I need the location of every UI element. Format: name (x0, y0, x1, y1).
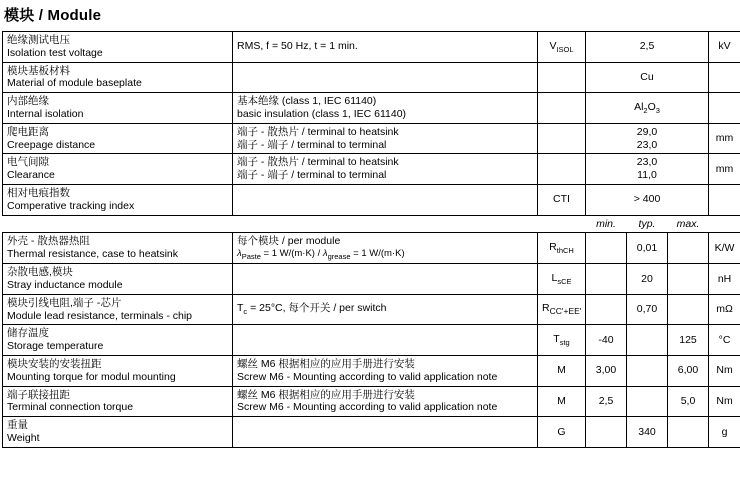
row-min (586, 417, 627, 448)
row-unit: °C (709, 325, 740, 356)
row-symbol (538, 154, 586, 185)
row-label: 模块引线电阻,端子 -芯片 Module lead resistance, terminals - chip (3, 294, 233, 325)
row-label: 爬电距离 Creepage distance (3, 123, 233, 154)
row-typ (627, 325, 668, 356)
row-condition (233, 417, 538, 448)
row-label: 外壳 - 散热器热阻 Thermal resistance, case to heatsink (3, 233, 233, 264)
row-typ: 29,0 23,0 (586, 123, 709, 154)
row-typ: 20 (627, 264, 668, 295)
row-unit (709, 62, 740, 93)
row-unit: mm (709, 154, 740, 185)
row-label: 内部绝缘 Internal isolation (3, 93, 233, 124)
row-symbol (538, 62, 586, 93)
row-symbol (538, 123, 586, 154)
row-min: 3,00 (586, 355, 627, 386)
spacer (538, 215, 586, 233)
row-symbol: $V_{ISOL}$ (538, 32, 586, 63)
table-row (3, 325, 740, 356)
row-symbol: $R_{CC'+EE'}$ (538, 294, 586, 325)
row-label: 杂散电感,模块 Stray inductance module (3, 264, 233, 295)
row-condition-tc: $T_c = 25^\circ C$, 每个开关 / per switch (237, 302, 387, 317)
row-typ (627, 355, 668, 386)
table-row (3, 184, 740, 215)
header-max: max. (676, 217, 700, 230)
row-label: 绝缘测试电压 Isolation test voltage (3, 32, 233, 63)
column-header-row (3, 215, 740, 233)
row-condition: 基本绝缘 (class 1, IEC 61140) basic insulation (class 1, IEC 61140) (233, 93, 538, 124)
row-condition (233, 294, 538, 325)
row-symbol: M (538, 386, 586, 417)
row-unit: K/W (709, 233, 740, 264)
row-typ: 0,70 (627, 294, 668, 325)
table-row (3, 154, 740, 185)
row-unit: mm (709, 123, 740, 154)
row-unit (709, 93, 740, 124)
row-condition: 端子 - 散热片 / terminal to heatsink 端子 - 端子 / terminal to terminal (233, 154, 538, 185)
table-row (3, 32, 740, 63)
row-typ (627, 386, 668, 417)
row-label: 储存温度 Storage temperature (3, 325, 233, 356)
row-label: 模块安装的安装扭距 Mounting torque for modul mounting (3, 355, 233, 386)
table-row (3, 93, 740, 124)
row-label: 电气间隙 Clearance (3, 154, 233, 185)
row-condition (233, 325, 538, 356)
row-typ: $Al_2O_3$ (586, 93, 709, 124)
row-condition: 端子 - 散热片 / terminal to heatsink 端子 - 端子 / terminal to terminal (233, 123, 538, 154)
row-unit: Nm (709, 355, 740, 386)
table-row (3, 123, 740, 154)
table-row (3, 386, 740, 417)
row-condition: 螺丝 M6 根据相应的应用手册进行安装 Screw M6 - Mounting according to valid application note (233, 355, 538, 386)
row-symbol: $T_{stg}$ (538, 325, 586, 356)
table-row (3, 233, 740, 264)
row-symbol: G (538, 417, 586, 448)
row-label: 重量 Weight (3, 417, 233, 448)
table-row (3, 355, 740, 386)
row-min (586, 233, 627, 264)
row-label: 模块基板材料 Material of module baseplate (3, 62, 233, 93)
row-condition (233, 264, 538, 295)
row-max: 125 (668, 325, 709, 356)
row-typ: 0,01 (627, 233, 668, 264)
row-max (668, 294, 709, 325)
row-typ: 23,0 11,0 (586, 154, 709, 185)
row-symbol (538, 93, 586, 124)
row-max (668, 264, 709, 295)
row-min (586, 264, 627, 295)
header-typ: typ. (638, 217, 656, 230)
table-row (3, 264, 740, 295)
row-condition: 螺丝 M6 根据相应的应用手册进行安装 Screw M6 - Mounting according to valid application note (233, 386, 538, 417)
row-max: 6,00 (668, 355, 709, 386)
row-symbol: M (538, 355, 586, 386)
row-unit: nH (709, 264, 740, 295)
table-row (3, 417, 740, 448)
row-unit: g (709, 417, 740, 448)
row-min: -40 (586, 325, 627, 356)
row-typ: 340 (627, 417, 668, 448)
table-row (3, 294, 740, 325)
spacer (3, 215, 233, 233)
row-label: 相对电痕指数 Comperative tracking index (3, 184, 233, 215)
row-typ: Cu (586, 62, 709, 93)
row-symbol: $R_{thCH}$ (538, 233, 586, 264)
row-condition (233, 184, 538, 215)
spacer (709, 215, 740, 233)
row-min (586, 294, 627, 325)
header-min: min. (596, 217, 616, 230)
row-unit: Nm (709, 386, 740, 417)
row-unit: mΩ (709, 294, 740, 325)
row-condition: RMS, f = 50 Hz, t = 1 min. (233, 32, 538, 63)
spacer (233, 215, 538, 233)
module-spec-table (2, 31, 740, 448)
row-unit: kV (709, 32, 740, 63)
row-max (668, 417, 709, 448)
row-condition-lambda: $\lambda_{Paste} = 1$ $W/(m\cdot K) / \lambda_{grease} = 1$ W/(m·K) (237, 248, 405, 262)
row-unit (709, 184, 740, 215)
row-condition (233, 62, 538, 93)
page-title: 模块 / Module (4, 7, 102, 24)
row-max: 5,0 (668, 386, 709, 417)
table-row (3, 62, 740, 93)
row-symbol: $L_{sCE}$ (538, 264, 586, 295)
row-symbol: CTI (538, 184, 586, 215)
row-label: 端子联接扭距 Terminal connection torque (3, 386, 233, 417)
row-typ: > 400 (586, 184, 709, 215)
row-max (668, 233, 709, 264)
row-typ: 2,5 (586, 32, 709, 63)
row-condition: 每个模块 / per module $\lambda_{Paste} = 1$ $W/(m\cdot K) / \lambda_{grease} = 1$ W/(m·K) (233, 233, 538, 264)
row-min: 2,5 (586, 386, 627, 417)
